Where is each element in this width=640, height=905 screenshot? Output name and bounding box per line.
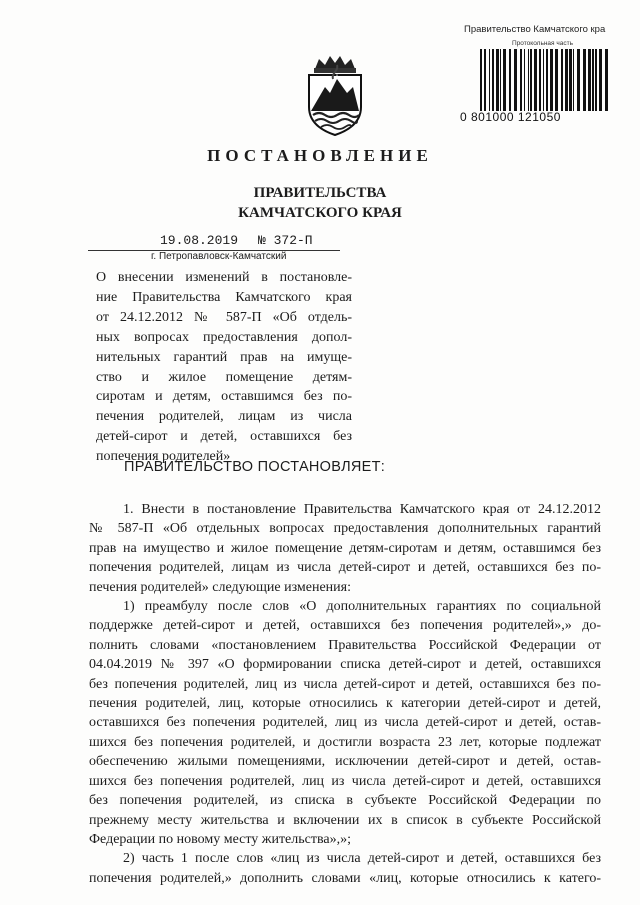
subject-line: сиротам и детям, оставшимся без по- [96,389,352,405]
barcode-number: 0 801000 121050 [460,110,561,124]
barcode-bar [577,49,580,111]
barcode-bar [528,49,529,111]
body-line: попечения родителей, лицам из числа детей-сирот и детей, оставшихся без по- [89,560,601,576]
body-line: 1) преамбулу после слов «О дополнительных гарантиях по социальной [123,599,601,615]
barcode-bar [595,49,597,111]
barcode-bar [514,49,517,111]
document-subject [96,268,352,467]
body-line: печения родителей» следующие изменения: [89,579,351,595]
stamp-subtitle: Протокольная часть [512,40,573,47]
barcode-bar [543,49,544,111]
subject-line: попечения родителей» [96,449,231,465]
barcode-bar [484,49,486,111]
body-line: без попечения родителей, из списка в субъекте Российской Федерации по [89,793,601,809]
body-line: 1. Внести в постановление Правительства Камчатского края от 24.12.2012 [123,502,601,517]
body-line: полнить словами «постановлением Правительства Российской Федерации от [89,637,601,653]
barcode-bar [480,49,482,111]
registration-stamp [460,24,620,124]
barcode-bar [489,49,490,111]
barcode-bar [496,49,499,111]
barcode-bar [569,49,572,111]
barcode-bar [605,49,608,111]
barcode-bar [565,49,568,111]
barcode-bar [509,49,511,111]
barcode-bar [583,49,586,111]
body-line: поддержке детей-сирот и детей, оставшихся без попечения родителей»,» до- [89,618,601,634]
barcode-bar [534,49,537,111]
body-line: Федерации по новому месту жительства»,»; [89,831,352,847]
subject-line: от 24.12.2012 № 587-П «Об отдель- [96,309,352,325]
body-line: обеспечению жилыми помещениями, исключении детей-сирот и детей, остав- [89,754,601,770]
barcode-bar [592,49,594,111]
document-body [89,500,601,888]
barcode-bar [599,49,602,111]
coat-of-arms-emblem [303,55,367,137]
body-line: прав на имущество и жилое помещение детям-сиротам и детям, оставшимся без [89,540,601,556]
authority-line-1: ПРАВИТЕЛЬСТВА [253,185,387,201]
document-city: г. Петропавловск-Камчатский [151,251,287,262]
body-line: шихся без попечения родителей, лиц из числа детей-сирот и детей, оставшихся [89,773,601,789]
document-type-title: ПОСТАНОВЛЕНИЕ [207,146,433,165]
barcode-bar [500,49,501,111]
barcode-bar [524,49,525,111]
body-line: шихся без попечения родителей, и достигли возраста 23 лет, которые подлежат [89,734,601,750]
barcode-bar [561,49,563,111]
barcode-bar [520,49,522,111]
barcode-bar [573,49,574,111]
barcode-bar [546,49,548,111]
body-line: прежнему месту жительства и включении их в список в субъекте Российской [89,812,601,828]
barcode-bar [539,49,541,111]
subject-line: О внесении изменений в постановле- [96,270,352,285]
subject-line: печения родителей, лицам из числа [96,409,352,425]
subject-line: ство и жилое помещение детям- [96,369,352,385]
body-line: без попечения родителей, лиц из числа детей-сирот и детей, оставшихся без по- [89,676,601,692]
body-line: оставшихся без попечения родителей, лиц из числа детей-сирот и детей, остав- [89,715,601,731]
subject-line: ных вопросах предоставления допол- [96,329,352,345]
subject-line: ние Правительства Камчатского края [96,289,352,305]
issuing-authority [0,183,640,223]
subject-line: нительных гарантий прав на имуще- [96,349,352,365]
body-line: печения родителей, лиц, которые относились к категории детей-сирот и детей, [89,696,601,712]
barcode-bar [588,49,591,111]
subject-line: детей-сирот и детей, оставшихся без [96,429,352,445]
barcode-bar [492,49,494,111]
body-line: попечения родителей,» дополнить словами «лиц, которые относились к катего- [89,870,601,886]
authority-line-2: КАМЧАТСКОГО КРАЯ [238,205,402,221]
stamp-title: Правительство Камчатского кра [464,24,606,35]
body-line: № 587-П «Об отдельных вопросах предоставления дополнительных гарантий [89,521,601,537]
barcode-bar [530,49,532,111]
document-number: № 372-П [258,233,313,248]
document-date: 19.08.2019 [160,233,239,248]
body-line: 2) часть 1 после слов «лиц из числа детей-сирот и детей, оставшихся без [123,851,601,867]
barcode-bar [550,49,553,111]
barcode [480,49,610,111]
barcode-bar [503,49,506,111]
barcode-bar [555,49,558,111]
decree-label: ПРАВИТЕЛЬСТВО ПОСТАНОВЛЯЕТ: [124,459,386,475]
body-line: 04.04.2019 № 397 «О формировании списка детей-сирот и детей, оставшихся [89,657,601,673]
